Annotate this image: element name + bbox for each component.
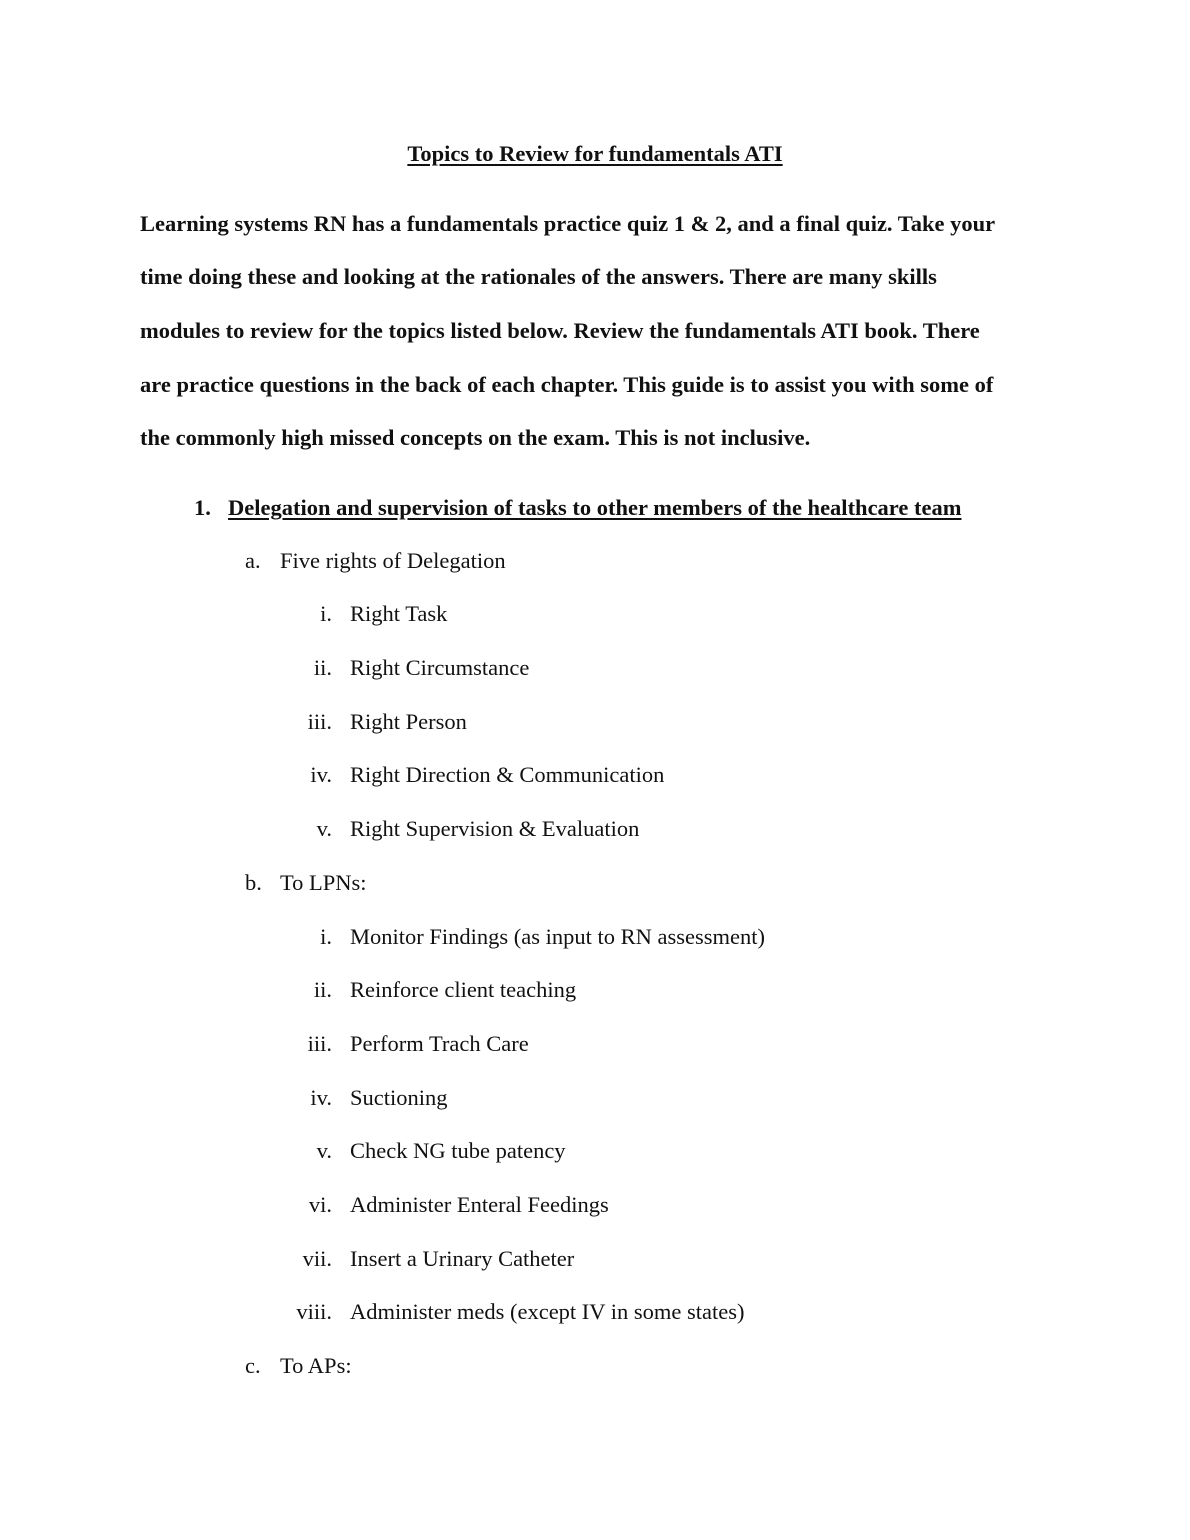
list-item: Insert a Urinary Catheter: [350, 1246, 575, 1271]
subsection-label: Five rights of Delegation: [280, 548, 506, 573]
list-item-marker: iii.: [307, 709, 332, 734]
list-item-marker: ii.: [313, 655, 332, 680]
list-item: Check NG tube patency: [350, 1138, 566, 1163]
section-heading: Delegation and supervision of tasks to other members of the healthcare team: [228, 495, 962, 520]
list-item-marker: i.: [320, 601, 332, 626]
list-item-marker: v.: [316, 816, 332, 841]
list-item: Right Supervision & Evaluation: [350, 816, 640, 841]
list-item-marker: vii.: [302, 1246, 332, 1271]
list-item-marker: vi.: [308, 1192, 332, 1217]
list-item: Suctioning: [350, 1085, 448, 1110]
subsection-label: To LPNs:: [280, 870, 367, 895]
subsection-marker: a.: [245, 548, 261, 573]
list-item: Right Circumstance: [350, 655, 530, 680]
intro-line: are practice questions in the back of each chapter. This guide is to assist you with some of: [140, 372, 994, 397]
intro-line: Learning systems RN has a fundamentals practice quiz 1 & 2, and a final quiz. Take your: [140, 211, 996, 236]
subsection-marker: b.: [245, 870, 262, 895]
subsection-label: To APs:: [280, 1353, 352, 1378]
list-item: Monitor Findings (as input to RN assessment): [350, 924, 765, 949]
list-item: Right Person: [350, 709, 467, 734]
list-item: Reinforce client teaching: [350, 977, 577, 1002]
list-item: Right Direction & Communication: [350, 762, 665, 787]
list-item-marker: iv.: [310, 1085, 332, 1110]
intro-line: the commonly high missed concepts on the exam. This is not inclusive.: [140, 425, 811, 450]
list-item-marker: iii.: [307, 1031, 332, 1056]
list-item: Administer meds (except IV in some states): [350, 1299, 745, 1324]
intro-line: time doing these and looking at the rationales of the answers. There are many skills: [140, 264, 937, 289]
list-item-marker: v.: [316, 1138, 332, 1163]
list-item: Administer Enteral Feedings: [350, 1192, 609, 1217]
subsection-marker: c.: [245, 1353, 261, 1378]
list-item-marker: ii.: [313, 977, 332, 1002]
section-number: 1.: [194, 495, 211, 520]
list-item: Right Task: [350, 601, 448, 626]
list-item-marker: i.: [320, 924, 332, 949]
list-item-marker: viii.: [296, 1299, 332, 1324]
list-item: Perform Trach Care: [350, 1031, 529, 1056]
intro-line: modules to review for the topics listed below. Review the fundamentals ATI book. There: [140, 318, 980, 343]
page-title: Topics to Review for fundamentals ATI: [407, 141, 783, 166]
list-item-marker: iv.: [310, 762, 332, 787]
